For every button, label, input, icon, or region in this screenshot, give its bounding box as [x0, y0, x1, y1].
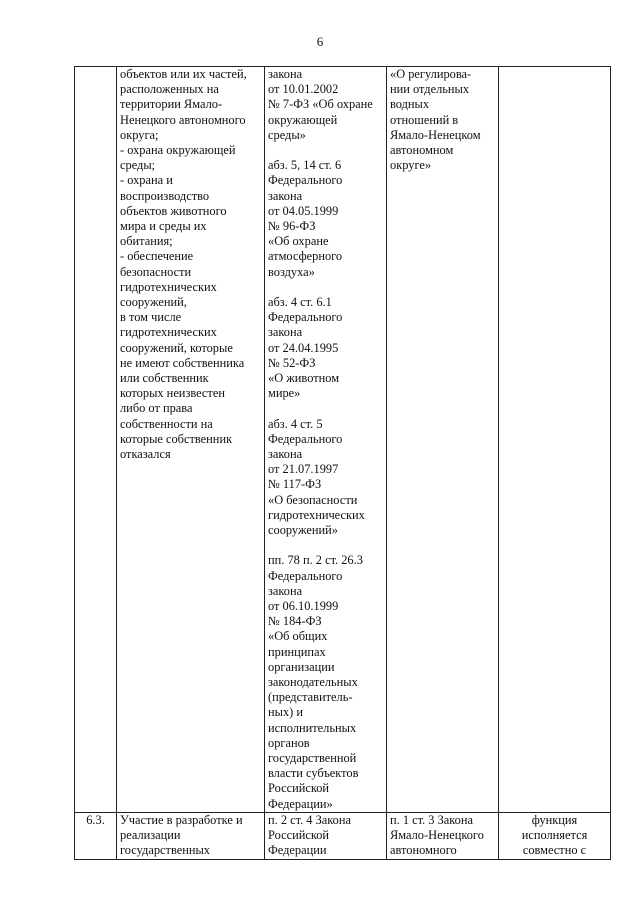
text-line: организации	[268, 659, 335, 674]
text-line: гидротехнических	[120, 325, 217, 340]
text-line: абз. 5, 14 ст. 6	[268, 158, 342, 173]
text-line: отношений в	[390, 112, 459, 127]
text-line: закона	[268, 188, 303, 203]
text-line: автономном	[390, 143, 454, 158]
text-line: от 21.07.1997	[268, 462, 339, 477]
text-line: «О регулирова-	[390, 67, 472, 81]
text-line: от 06.10.1999	[268, 599, 339, 614]
text-line: от 24.04.1995	[268, 340, 339, 355]
text-line: Российской	[268, 781, 330, 796]
text-line: № 117-ФЗ	[268, 477, 322, 492]
text-line: исполняется	[521, 828, 588, 843]
text-line: воздуха»	[268, 264, 315, 279]
text-line: закона	[268, 447, 303, 462]
text-line: Федерального	[268, 173, 343, 188]
text-line: органов	[268, 735, 310, 750]
text-line: № 184-ФЗ	[268, 614, 322, 629]
text-line: закона	[268, 67, 303, 81]
text-line: закона	[268, 325, 303, 340]
text-line: государственной	[268, 751, 357, 766]
regional-law-cell	[387, 812, 499, 859]
text-line: собственности на	[120, 416, 213, 431]
text-line: ных) и	[268, 705, 304, 720]
text-line: сооружений, которые	[120, 340, 233, 355]
text-line: Российской	[268, 828, 330, 843]
notes-cell	[499, 812, 611, 859]
text-line: в том числе	[120, 310, 182, 325]
text-line: № 52-ФЗ	[268, 355, 316, 370]
table-row	[75, 812, 611, 859]
text-line: от 10.01.2002	[268, 82, 339, 97]
text-line: объектов животного	[120, 203, 227, 218]
text-line: территории Ямало-	[120, 97, 223, 112]
text-line: среды;	[120, 158, 156, 173]
text-line: отказался	[120, 447, 171, 462]
row-number-cell	[75, 67, 117, 813]
row-number-cell: 6.3.	[75, 812, 117, 859]
text-line: нии отдельных	[390, 82, 470, 97]
text-line: которых неизвестен	[120, 386, 225, 401]
text-line: которые собственник	[120, 431, 233, 446]
text-line: «Об общих	[268, 629, 328, 644]
text-line: обитания;	[120, 234, 173, 249]
text-line: или собственник	[120, 371, 209, 386]
text-line: «Об охране	[268, 234, 329, 249]
federal-law-cell	[265, 67, 387, 813]
function-cell	[117, 812, 265, 859]
text-line: объектов или их частей,	[120, 67, 247, 81]
federal-law-cell	[265, 812, 387, 859]
text-line: расположенных на	[120, 82, 219, 97]
text-line: окружающей	[268, 112, 338, 127]
text-line: (представитель-	[268, 690, 353, 705]
paragraph-gap	[268, 538, 383, 553]
text-line: атмосферного	[268, 249, 343, 264]
text-line: совместно с	[522, 843, 587, 858]
text-line: от 04.05.1999	[268, 203, 339, 218]
text-line: автономного	[390, 843, 457, 858]
text-line: Участие в разработке и	[120, 812, 243, 827]
text-line: Федерального	[268, 568, 343, 583]
text-line: гидротехнических	[120, 279, 217, 294]
text-line: «О животном	[268, 371, 340, 386]
text-line: исполнительных	[268, 720, 357, 735]
text-line: власти субъектов	[268, 766, 359, 781]
regional-law-cell	[387, 67, 499, 813]
text-line: сооружений»	[268, 523, 338, 538]
text-line: гидротехнических	[268, 507, 365, 522]
text-line: - охрана и	[120, 173, 173, 188]
paragraph-gap	[268, 280, 383, 295]
text-line: округа;	[120, 127, 159, 142]
text-line: абз. 4 ст. 5	[268, 416, 323, 431]
text-line: Ямало-Ненецком	[390, 127, 481, 142]
function-cell	[117, 67, 265, 813]
notes-cell	[499, 67, 611, 813]
paragraph-gap	[268, 401, 383, 416]
page-number: 6	[316, 34, 324, 49]
text-line: функция	[531, 812, 578, 827]
text-line: п. 2 ст. 4 Закона	[268, 812, 352, 827]
text-line: «О безопасности	[268, 492, 358, 507]
text-line: не имеют собственника	[120, 355, 245, 370]
text-line: - обеспечение	[120, 249, 194, 264]
text-line: либо от права	[120, 401, 193, 416]
text-line: Федерального	[268, 310, 343, 325]
text-line: мире»	[268, 386, 301, 401]
text-line: безопасности	[120, 264, 192, 279]
text-line: мира и среды их	[120, 219, 207, 234]
text-line: государственных	[120, 843, 211, 858]
text-line: Ямало-Ненецкого	[390, 828, 484, 843]
text-line: Федерации	[268, 843, 327, 858]
table-row	[75, 67, 611, 813]
text-line: закона	[268, 583, 303, 598]
text-line: принципах	[268, 644, 326, 659]
text-line: № 96-ФЗ	[268, 219, 316, 234]
text-line: водных	[390, 97, 430, 112]
text-line: п. 1 ст. 3 Закона	[390, 812, 474, 827]
text-line: № 7-ФЗ «Об охране	[268, 97, 373, 112]
text-line: Федерации»	[268, 796, 333, 811]
text-line: - охрана окружающей	[120, 143, 236, 158]
text-line: Федерального	[268, 431, 343, 446]
legislation-table	[74, 66, 611, 860]
text-line: законодательных	[268, 675, 358, 690]
text-line: округе»	[390, 158, 432, 173]
text-line: пп. 78 п. 2 ст. 26.3	[268, 553, 363, 568]
text-line: среды»	[268, 127, 306, 142]
text-line: воспроизводство	[120, 188, 210, 203]
paragraph-gap	[268, 143, 383, 158]
text-line: реализации	[120, 828, 181, 843]
text-line: абз. 4 ст. 6.1	[268, 295, 332, 310]
text-line: сооружений,	[120, 295, 187, 310]
text-line: Ненецкого автономного	[120, 112, 246, 127]
